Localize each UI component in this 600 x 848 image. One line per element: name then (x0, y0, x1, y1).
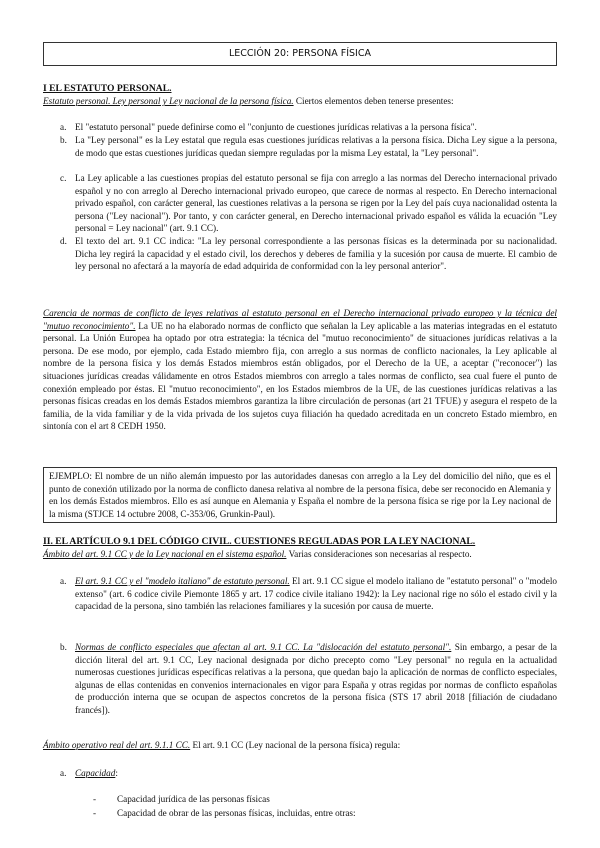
bullet-marker: - (93, 808, 97, 818)
list-label: Normas de conflicto especiales que afectan al art. 9.1 CC. La "dislocación del estatuto personal". (75, 642, 452, 652)
operativo-text: El art. 9.1 CC (Ley nacional de la persona física) regula: (190, 740, 401, 750)
bullet-item (93, 807, 356, 820)
section1-list (43, 121, 557, 321)
colon: : (115, 768, 118, 778)
list-marker: b. (60, 135, 67, 145)
list-item (43, 641, 557, 717)
list-text: La Ley aplicable a las cuestiones propias del estatuto personal se fija con arreglo a las normas del Derecho internacional privado español y no con arreglo al Derecho internacional privado europeo, que carece de normas al respecto. En Derecho internacional privado español, con carácter general, las cuestiones relativas a la persona se rigen por la Ley del país cuya nacionalidad ostenta la persona ("Ley nacional"). Por tanto, y con carácter general, en Derecho internacional privado español es válida la ecuación "Ley personal = Ley nacional" (art. 9.1 CC). (75, 173, 557, 234)
capacidad-item (43, 767, 557, 781)
carencia-label: Carencia de normas de conflicto de leyes relativas al estatuto personal en el Derecho internacional privado europeo y la técnica del "mutuo reconocimiento". (43, 308, 557, 331)
bullet-item (93, 793, 270, 806)
list-item (43, 575, 557, 613)
list-marker: c. (60, 173, 67, 183)
section2-intro-text: Varias consideraciones son necesarias al respecto. (286, 549, 472, 559)
carencia-text: La UE no ha elaborado normas de conflicto que señalan la Ley aplicable a las materias integradas en el estatuto personal. La Unión Europea ha optado por otra estrategia: la técnica del "mutuo reconocimiento" de situaciones jurídicas relativas a la persona. De ese modo, por ejemplo, cada Estado miembro fija, con arreglo a sus normas de conflicto nacionales, la Ley aplicable al nombre de la persona física y los demás Estados miembros están obligados, por el Derecho de la UE, a aceptar ("reconocer") las situaciones jurídicas creadas válidamente en otros Estados miembros con arreglo a tales normas de conflicto, sea cual fuere el punto de conexión empleado por éstas. El "mutuo reconocimiento", en los Estados miembros de la UE, de las cuestiones jurídicas relativas a las personas físicas creadas en los demás Estados miembros garantiza la libre circulación de personas (art 21 TFUE) y asegura el respeto de la familia, de la vida familiar y de la vida privada de los sujetos cuya filiación ha quedado acreditada en un concreto Estado miembro, en sintonía con el art 8 CEDH 1950. (43, 320, 557, 432)
section1-intro-text: Ciertos elementos deben tenerse presentes: (293, 96, 454, 106)
operativo-label: Ámbito operativo real del art. 9.1.1 CC. (43, 740, 191, 750)
section2-intro (43, 548, 557, 561)
bullet-text: Capacidad de obrar de las personas físicas, incluidas, entre otras: (117, 808, 356, 818)
list-text: La "Ley personal" es la Ley estatal que regula esas cuestiones jurídicas relativas a la persona física. Dicha Ley sigue a la persona, de modo que estas cuestiones jurídicas quedan siempre reguladas por la misma Ley estatal, la "Ley personal". (75, 135, 557, 158)
list-text: Sin embargo, a pesar de la dicción literal del art. 9.1 CC, Ley nacional designada por dicho precepto como "Ley personal" no regula en la actualidad numerosas cuestiones jurídicas específicas relativas a la persona, que quedan bajo la aplicación de normas de conflicto especiales, algunas de ellas contenidas en convenios internacionales en vigor para España y otras regidas por normas de conflicto españolas de producción interna que se ocupan de aspectos concretos de la persona física (STS 17 abril 2018 [filiación de ciudadano francés]). (75, 642, 557, 715)
example-text: EJEMPLO: El nombre de un niño alemán impuesto por las autoridades danesas con arreglo a la Ley del domicilio del niño, que es el punto de conexión utilizado por la norma de conflicto danesa relativa al nombre de la persona física, debe ser reconocido en Alemania y en los demás Estados miembros. Ello es así aunque en Alemania y España el nombre de la persona física se rige por la Ley nacional de la misma (STJCE 14 octubre 2008, C-353/06, Grunkin-Paul). (49, 471, 551, 519)
bullet-text: Capacidad jurídica de las personas físicas (117, 794, 270, 804)
list-text: El "estatuto personal" puede definirse como el "conjunto de cuestiones jurídicas relativas a la persona física". (75, 122, 477, 132)
section2-heading: II. EL ARTÍCULO 9.1 DEL CÓDIGO CIVIL. CUESTIONES REGULADAS POR LA LEY NACIONAL. (43, 536, 476, 547)
bullet-marker: - (93, 794, 97, 804)
list-marker: a. (60, 122, 67, 132)
example-box (43, 467, 557, 523)
list-marker: b. (60, 642, 67, 652)
section2-list (43, 575, 557, 735)
list-text: El texto del art. 9.1 CC indica: "La ley personal correspondiente a las personas físicas es la determinada por su nacionalidad. Dicha ley regirá la capacidad y el estado civil, los derechos y deberes de familia y la sucesión por causa de muerte. El cambio de ley personal no afectará a la mayoría de edad adquirida de conformidad con la ley personal anterior". (75, 236, 557, 272)
list-item (43, 172, 557, 235)
lesson-title: LECCIÓN 20: PERSONA FÍSICA (229, 48, 371, 59)
list-text: El art. 9.1 CC sigue el modelo italiano de "estatuto personal" o "modelo extenso" (art. 6 codice civile Piemonte 1865 y art. 17 codice civile italiano 1942): la Ley nacional rige no sólo el estado civil y la capacidad de la persona, sino también las relaciones familiares y la sucesión por causa de muerte. (75, 576, 557, 612)
list-marker: a. (60, 576, 67, 586)
operativo-paragraph (43, 739, 557, 752)
list-item (43, 235, 557, 273)
section1-intro-label: Estatuto personal. Ley personal y Ley nacional de la persona física. (43, 96, 294, 106)
lesson-title-box (43, 42, 557, 66)
list-item (43, 121, 557, 134)
carencia-paragraph (43, 307, 557, 433)
section1-intro (43, 95, 557, 108)
section2-intro-label: Ámbito del art. 9.1 CC y de la Ley nacional en el sistema español. (43, 549, 287, 559)
list-label: El art. 9.1 CC y el "modelo italiano" de estatuto personal. (75, 576, 290, 586)
list-marker: d. (60, 236, 67, 246)
section1-heading: I EL ESTATUTO PERSONAL. (43, 83, 172, 94)
list-item (43, 134, 557, 159)
list-marker: a. (60, 768, 67, 778)
capacidad-label: Capacidad (75, 768, 116, 778)
